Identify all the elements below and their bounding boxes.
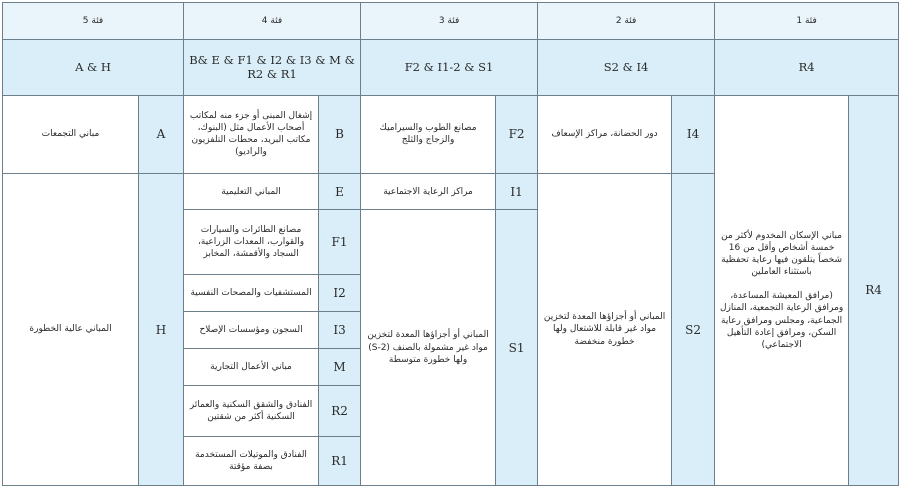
code-F1: F1 <box>319 210 361 274</box>
category-groups-1: R4 <box>715 40 899 95</box>
category-groups-4: B& E & F1 & I2 & I3 & M & R2 & R1 <box>184 40 361 95</box>
code-H: H <box>139 174 184 486</box>
desc-F2: مصانع الطوب والسيراميك والزجاج والثلج <box>361 95 496 173</box>
occupancy-row <box>3 95 899 173</box>
category-label-5: فئة 5 <box>3 3 184 40</box>
code-M: M <box>319 349 361 386</box>
desc-R4: مباني الإسكان المخدوم لأكثر من خمسة أشخاص وأقل من 16 شخصاً يتلقون فيها رعاية تحفظية باستثناء العاملين (مرافق المعيشة المساعدة، ومرافق الرعاية التجمعية، المنازل الجماعية، ومجلس ومرافق رعاية السكن، ومرافق إعادة التأهيل الاجتماعي) <box>715 95 849 485</box>
desc-S2: المباني أو أجزاؤها المعدة لتخزين مواد غير قابلة للاشتعال ولها خطورة منخفضة <box>538 174 672 486</box>
desc-A: مباني التجمعات <box>3 95 139 173</box>
category-label-3: فئة 3 <box>361 3 538 40</box>
code-I2: I2 <box>319 274 361 311</box>
desc-B: إشغال المبنى أو جزء منه لمكاتب أصحاب الأعمال مثل (البنوك، مكاتب البريد، محطات التلفزيون والراديو) <box>184 95 319 173</box>
desc-I2: المستشفيات والمصحات النفسية <box>184 274 319 311</box>
desc-M: مباني الأعمال التجارية <box>184 349 319 386</box>
code-I3: I3 <box>319 311 361 348</box>
desc-I3: السجون ومؤسسات الإصلاح <box>184 311 319 348</box>
code-R2: R2 <box>319 386 361 436</box>
code-R1: R1 <box>319 436 361 485</box>
desc-R2: الفنادق والشقق السكنية والعمائر السكنية أكثر من شقتين <box>184 386 319 436</box>
category-header-row <box>3 3 899 40</box>
desc-H: المباني عالية الخطورة <box>3 174 139 486</box>
category-label-1: فئة 1 <box>715 3 899 40</box>
code-E: E <box>319 174 361 210</box>
desc-R1: الفنادق والموتيلات المستخدمة بصفة مؤقتة <box>184 436 319 485</box>
desc-I1: مراكز الرعاية الاجتماعية <box>361 174 496 210</box>
desc-E: المباني التعليمية <box>184 174 319 210</box>
code-R4: R4 <box>849 95 899 485</box>
desc-I4: دور الحضانة، مراكز الإسعاف <box>538 95 672 173</box>
occupancy-categories-table <box>2 2 899 486</box>
desc-F1: مصانع الطائرات والسيارات والقوارب، المعدات الزراعية، السجاد والأقمشة، المخابز <box>184 210 319 274</box>
groups-row <box>3 40 899 95</box>
category-label-2: فئة 2 <box>538 3 715 40</box>
code-F2: F2 <box>496 95 538 173</box>
code-I4: I4 <box>672 95 715 173</box>
category-label-4: فئة 4 <box>184 3 361 40</box>
code-A: A <box>139 95 184 173</box>
code-S1: S1 <box>496 210 538 486</box>
category-groups-2: S2 & I4 <box>538 40 715 95</box>
desc-S1: المباني أو أجزاؤها المعدة لتخزين مواد غير مشمولة بالصنف (S-2) ولها خطورة متوسطة <box>361 210 496 486</box>
code-I1: I1 <box>496 174 538 210</box>
code-S2: S2 <box>672 174 715 486</box>
category-groups-3: F2 & I1-2 & S1 <box>361 40 538 95</box>
category-groups-5: A & H <box>3 40 184 95</box>
code-B: B <box>319 95 361 173</box>
